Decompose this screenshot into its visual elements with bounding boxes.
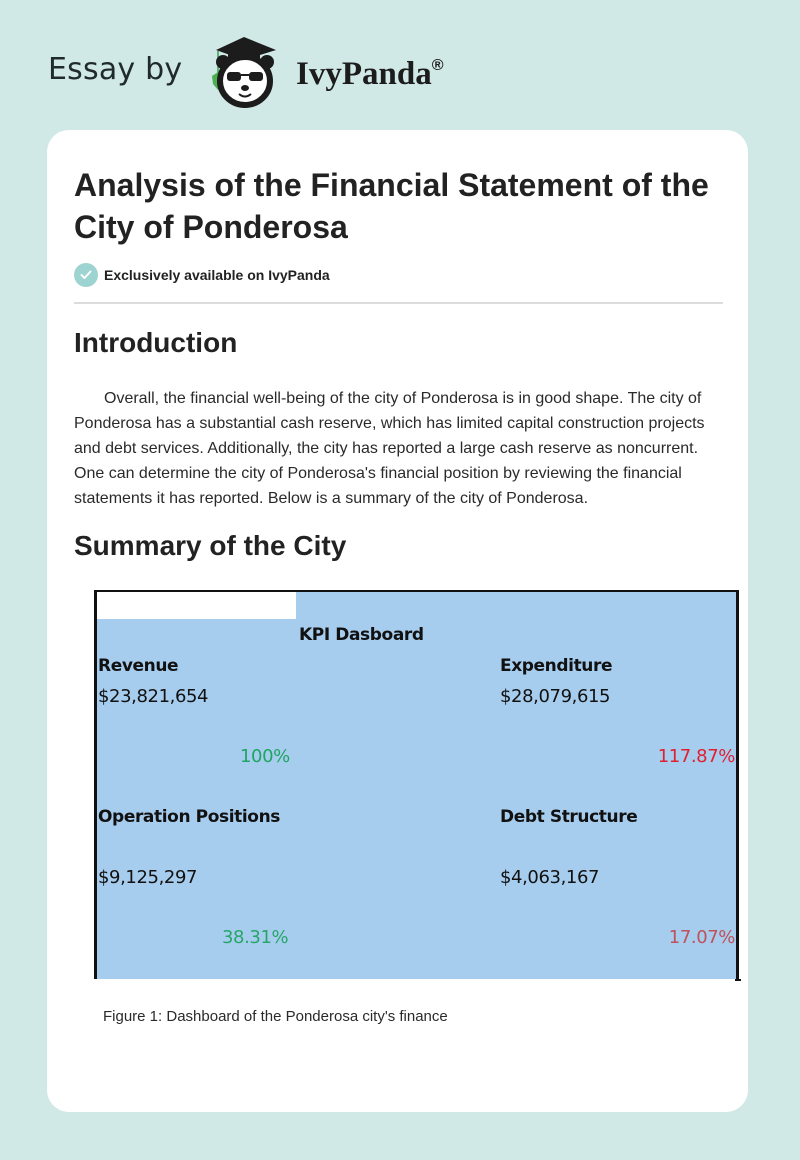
panda-graduation-cap-icon[interactable] <box>202 36 292 108</box>
kpi-operation-positions-percent: 38.31% <box>222 927 289 948</box>
brand-name[interactable] <box>296 56 444 93</box>
introduction-paragraph: Overall, the financial well-being of the city of Ponderosa is in good shape. The city of Ponderosa has a substantial cash reserve, which has limited capital construction projects and debt services. Additionally, the city has reported a large cash reserve as noncurrent. One can determine the city of Ponderosa's financial position by reviewing the financial statements it has reported. Below is a summary of the city of Ponderosa. <box>74 390 705 507</box>
kpi-revenue-percent: 100% <box>240 746 290 767</box>
dashboard-border-tick <box>735 979 741 981</box>
section-heading-summary: Summary of the City <box>74 530 347 561</box>
kpi-revenue-label: Revenue <box>98 656 179 676</box>
registered-mark: ® <box>431 57 444 74</box>
kpi-operation-positions-label: Operation Positions <box>98 807 280 827</box>
kpi-debt-structure-label: Debt Structure <box>500 807 638 827</box>
kpi-operation-positions-value: $9,125,297 <box>98 867 198 888</box>
figure-caption: Figure 1: Dashboard of the Ponderosa city's finance <box>103 1008 448 1025</box>
check-circle-icon <box>74 263 98 287</box>
kpi-expenditure-label: Expenditure <box>500 656 613 676</box>
dashboard-blank-cell <box>97 592 296 619</box>
site-header <box>0 0 800 130</box>
kpi-debt-structure-value: $4,063,167 <box>500 867 600 888</box>
divider <box>74 302 723 304</box>
kpi-revenue-value: $23,821,654 <box>98 686 209 707</box>
article-card <box>47 130 748 1112</box>
brand-text: IvyPanda <box>296 56 432 92</box>
exclusive-badge <box>74 263 330 287</box>
kpi-debt-structure-percent: 17.07% <box>668 927 735 948</box>
section-heading-introduction: Introduction <box>74 327 238 358</box>
dashboard-title: KPI Dasboard <box>299 625 424 645</box>
page-title: Analysis of the Financial Statement of the City of Ponderosa <box>74 167 709 245</box>
kpi-dashboard-figure <box>94 590 739 979</box>
kpi-expenditure-value: $28,079,615 <box>500 686 611 707</box>
essay-by-label: Essay by <box>48 52 183 87</box>
kpi-expenditure-percent: 117.87% <box>657 746 735 767</box>
exclusive-label: Exclusively available on IvyPanda <box>104 267 330 283</box>
